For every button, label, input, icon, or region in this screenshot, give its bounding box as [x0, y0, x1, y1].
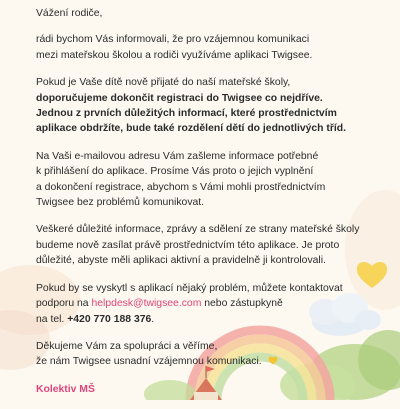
paragraph-support: Pokud by se vyskytl s aplikací nějaký problém, můžete kontaktovat podporu na helpdesk@twigsee.com nebo zástupkyně na tel. +420 770 188 376. — [36, 282, 343, 325]
support-email-link[interactable]: helpdesk@twigsee.com — [91, 298, 202, 310]
paragraph-communication: Veškeré důležité informace, zprávy a sdělení ze strany mateřské školy budeme nově zasílat právě prostřednictvím této aplikace. Je proto důležité, abyste měli aplikaci aktivní a pravidelně ji kontrolovali. — [36, 224, 360, 267]
paragraph-email: Na Vaši e-mailovou adresu Vám zašleme informace potřebné k přihlášení do aplikace. Prosíme Vás proto o jejich vyplnění a dokončení registrace, abychom s Vámi mohli prostřednictvím Twigsee bez problémů komunikovat. — [36, 150, 326, 209]
support-phone[interactable]: +420 770 188 376 — [67, 313, 152, 325]
greeting: Vážení rodiče, — [36, 8, 103, 19]
heart-emoji-icon — [268, 356, 278, 365]
paragraph-intro: rádi bychom Vás informovali, že pro vzájemnou komunikaci mezi mateřskou školou a rodiči využíváme aplikaci Twigsee. — [36, 34, 313, 61]
signature: Kolektiv MŠ — [36, 383, 95, 395]
paragraph-thanks: Děkujeme Vám za spolupráci a věříme, že nám Twigsee usnadní vzájemnou komunikaci. — [36, 339, 386, 370]
paragraph-registration: Pokud je Vaše dítě nově přijaté do naší mateřské školy, doporučujeme dokončit registraci do Twigsee co nejdříve. Jednou z prvních důležitých informací, které prostřednictvím aplikace obdržíte, bude také rozdělení dětí do jednotlivých tříd. — [36, 77, 347, 135]
letter-body — [36, 6, 386, 409]
